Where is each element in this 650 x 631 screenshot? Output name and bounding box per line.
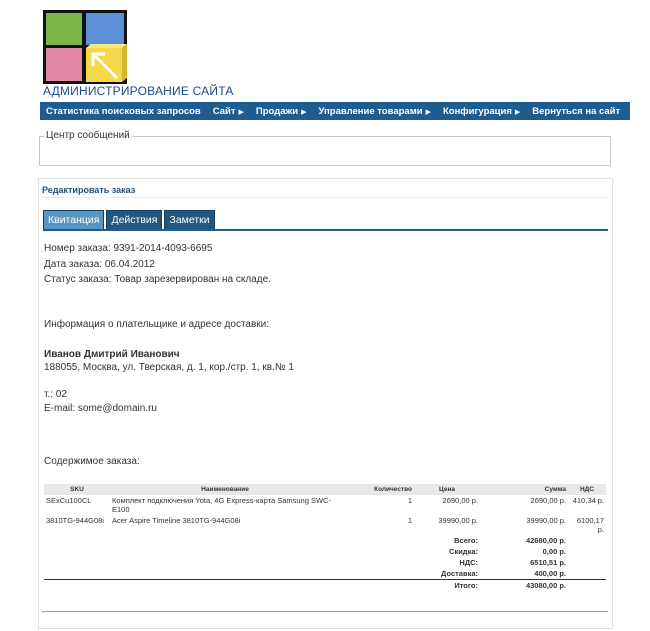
nav-search-stats[interactable]: Статистика поисковых запросов [46, 105, 201, 117]
customer-email: E-mail: some@domain.ru [44, 403, 157, 414]
message-center-legend: Центр сообщений [46, 130, 130, 141]
nav-site[interactable]: Сайт ▶ [212, 105, 244, 117]
order-items-table [44, 484, 606, 591]
cell-sku: SExCu100CL [46, 496, 92, 505]
table-header-row [44, 484, 606, 495]
caret-right-icon: ▶ [301, 108, 307, 116]
edit-order-panel [38, 178, 613, 629]
col-vat: НДС [568, 484, 606, 495]
tab-actions[interactable]: Действия [106, 210, 162, 229]
divider [42, 611, 608, 612]
logo-pink-tile [46, 48, 82, 81]
total-row [44, 535, 606, 546]
divider [42, 197, 608, 198]
nav-config[interactable]: Конфигурация ▶ [442, 105, 521, 117]
nav-back-to-site[interactable]: Вернуться на сайт [532, 105, 621, 117]
nav-sales[interactable]: Продажи ▶ [255, 105, 307, 117]
order-tabs [43, 210, 215, 229]
delivery-row [44, 568, 606, 580]
tab-receipt[interactable]: Квитанция [43, 210, 104, 229]
vat-label: НДС: [459, 558, 478, 567]
col-name: Наименование [110, 484, 340, 495]
vat-value: 6510,51 р. [530, 558, 566, 567]
discount-row [44, 546, 606, 557]
customer-name: Иванов Дмитрий Иванович [44, 349, 180, 360]
site-title: АДМИНИСТРИРОВАНИЕ САЙТА [43, 84, 234, 98]
table-row [44, 515, 606, 535]
cell-price: 39990,00 р. [438, 516, 478, 525]
cell-name: Комплект подключения Yota, 4G Express-карта Samsung SWC-E100 [112, 496, 331, 514]
caret-right-icon: ▶ [514, 108, 521, 116]
table-row [44, 495, 606, 515]
cell-sku: 3810TG-944G08i [46, 516, 104, 525]
cell-quantity: 1 [407, 496, 412, 505]
payer-heading: Информация о плательщике и адресе доставки: [44, 319, 270, 330]
grand-total-value: 43080,00 р. [480, 580, 568, 592]
col-sku: SKU [44, 484, 110, 495]
discount-label: Скидка: [449, 547, 478, 556]
grand-total-label: Итого: [44, 580, 480, 592]
col-price: Цена [414, 484, 480, 495]
cell-sum: 2690,00 р. [530, 496, 566, 505]
cell-quantity: 1 [407, 516, 412, 525]
cell-sum: 39990,00 р. [526, 516, 566, 525]
order-number: Номер заказа: 9391-2014-4093-6695 [44, 243, 213, 254]
total-value: 42680,00 р. [525, 536, 566, 545]
customer-address: 188055, Москва, ул. Тверская, д. 1, кор./стр. 1, кв.№ 1 [44, 362, 294, 373]
col-quantity: Количество [340, 484, 414, 495]
tab-notes[interactable]: Заметки [164, 210, 214, 229]
logo-blue-tile [86, 13, 124, 45]
main-navbar [40, 102, 630, 120]
discount-value: 0,00 р. [542, 547, 566, 556]
order-status: Статус заказа: Товар зарезервирован на складе. [44, 274, 271, 285]
delivery-label: Доставка: [441, 569, 478, 578]
nav-products[interactable]: Управление товарами ▶ [318, 105, 431, 117]
message-center [39, 130, 611, 166]
caret-right-icon: ▶ [425, 108, 431, 116]
grand-total-row [44, 580, 606, 592]
cell-vat: 410,34 р. [572, 496, 604, 505]
cell-vat: 6100,17 р. [576, 516, 604, 534]
total-label: Всего: [454, 536, 478, 545]
panel-title: Редактировать заказ [42, 185, 136, 195]
cell-name: Acer Aspire Timeline 3810TG-944G08i [112, 516, 241, 525]
delivery-value: 400,00 р. [534, 569, 566, 578]
vat-row [44, 557, 606, 568]
logo-green-tile [46, 13, 82, 45]
cell-price: 2690,00 р. [442, 496, 478, 505]
tab-underline [43, 229, 608, 231]
customer-phone: т.: 02 [44, 389, 67, 400]
site-logo [43, 10, 127, 84]
contents-heading: Содержимое заказа: [44, 456, 140, 467]
col-sum: Сумма [480, 484, 568, 495]
logo-arrow-tile [83, 44, 127, 84]
order-date: Дата заказа: 06.04.2012 [44, 259, 155, 270]
caret-right-icon: ▶ [238, 108, 244, 116]
